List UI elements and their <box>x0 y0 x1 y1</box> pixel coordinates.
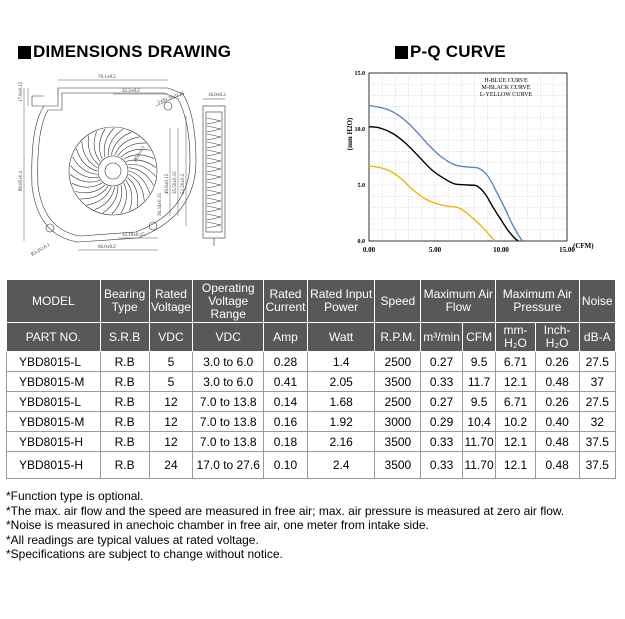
cell-m3: 0.27 <box>421 392 463 412</box>
cell-noise: 27.5 <box>579 352 616 372</box>
unit-rpm: R.P.M. <box>375 323 421 352</box>
cell-mm: 12.1 <box>496 452 536 479</box>
side-fin <box>207 166 221 172</box>
header-noise: Noise <box>579 280 616 323</box>
y-tick-label: 5.0 <box>357 183 365 189</box>
cell-part: YBD8015-M <box>7 372 101 392</box>
header-rated-voltage: Rated Voltage <box>149 280 193 323</box>
dim-label: 16.0±0.2 <box>208 93 226 98</box>
header-rated-power: Rated Input Power <box>307 280 375 323</box>
mount-hole <box>46 224 54 232</box>
side-fin <box>207 222 221 228</box>
unit-m3-min: m³/min <box>421 323 463 352</box>
pq-curve-title <box>395 42 506 62</box>
note-line: *Noise is measured in anechoic chamber in free air, one meter from intake side. <box>6 518 429 533</box>
fan-blade <box>70 174 100 182</box>
cell-mm: 6.71 <box>496 352 536 372</box>
dim-label: 66.0±0.2 <box>98 245 116 250</box>
dim-label: 32.19±0.15 <box>122 233 145 238</box>
y-tick-label: 0.0 <box>357 239 365 245</box>
table-row <box>7 432 616 452</box>
cell-power: 2.16 <box>307 432 375 452</box>
table-row <box>7 412 616 432</box>
table-row <box>7 452 616 479</box>
unit-part-no: PART NO. <box>7 323 101 352</box>
cell-current: 0.41 <box>264 372 308 392</box>
hub-inner-circle <box>105 163 121 179</box>
header-air-pressure: Maximum Air Pressure <box>496 280 579 323</box>
note-line: *Function type is optional. <box>6 489 144 503</box>
cell-part: YBD8015-L <box>7 392 101 412</box>
fan-blade <box>112 185 122 214</box>
dimensions-drawing <box>18 66 263 266</box>
x-tick-label: 0.00 <box>362 246 376 254</box>
dimensions-title <box>18 42 231 62</box>
cell-mm: 10.2 <box>496 412 536 432</box>
unit-amp: Amp <box>264 323 308 352</box>
unit-mm-h2o: mm-H₂O <box>496 323 536 352</box>
unit-inch-h2o: Inch-H₂O <box>535 323 579 352</box>
y-tick-label: 15.0 <box>354 71 365 77</box>
cell-cfm: 10.4 <box>462 412 495 432</box>
dimensions-title-text: DIMENSIONS DRAWING <box>33 42 232 61</box>
fan-blade <box>104 128 114 157</box>
side-fin <box>207 150 221 156</box>
cell-bearing: R.B <box>100 352 149 372</box>
cell-bearing: R.B <box>100 412 149 432</box>
cell-power: 1.4 <box>307 352 375 372</box>
housing-outline <box>32 88 196 242</box>
notes-block <box>6 489 564 562</box>
unit-cfm: CFM <box>462 323 495 352</box>
cell-m3: 0.27 <box>421 352 463 372</box>
x-tick-label: 10.00 <box>493 246 509 254</box>
hub-circle <box>98 156 128 186</box>
pq-curve-title-text: P-Q CURVE <box>410 42 506 61</box>
cell-current: 0.10 <box>264 452 308 479</box>
cell-bearing: R.B <box>100 392 149 412</box>
side-fin <box>207 142 221 148</box>
table-unit-row <box>7 323 616 352</box>
header-air-flow: Maximum Air Flow <box>421 280 496 323</box>
table-row <box>7 352 616 372</box>
fan-blade <box>88 136 98 165</box>
cell-voltage: 5 <box>149 352 193 372</box>
fan-blade <box>128 164 156 176</box>
cell-range: 7.0 to 13.8 <box>193 412 264 432</box>
table-row <box>7 372 616 392</box>
cell-part: YBD8015-L <box>7 352 101 372</box>
side-view-outline <box>203 106 225 238</box>
cell-current: 0.16 <box>264 412 308 432</box>
dim-label: 36.34±0.15 <box>158 193 163 216</box>
side-view-inner <box>206 112 222 232</box>
dim-label: R3.25±0.1 <box>30 242 52 258</box>
side-fin <box>207 198 221 204</box>
cell-cfm: 9.5 <box>462 352 495 372</box>
dim-label: 52.20±0.2 <box>181 173 186 194</box>
impeller-circle <box>69 127 157 215</box>
note-line: *The max. air flow and the speed are measured in free air; max. air pressure is measured at zero air flow. <box>6 503 565 518</box>
spec-table <box>6 279 616 479</box>
cell-inch: 0.26 <box>535 392 579 412</box>
fan-blade <box>72 183 103 187</box>
cell-bearing: R.B <box>100 432 149 452</box>
side-fin <box>207 134 221 140</box>
table-row <box>7 392 616 412</box>
cell-inch: 0.48 <box>535 432 579 452</box>
unit-vdc-range: VDC <box>193 323 264 352</box>
cell-current: 0.28 <box>264 352 308 372</box>
cell-power: 1.68 <box>307 392 375 412</box>
cell-noise: 37.5 <box>579 452 616 479</box>
fan-blade <box>70 165 98 177</box>
cell-m3: 0.33 <box>421 432 463 452</box>
cell-cfm: 11.7 <box>462 372 495 392</box>
cell-mm: 12.1 <box>496 372 536 392</box>
fan-blade <box>108 129 123 156</box>
legend-entry: M-BLACK CURVE <box>481 85 531 91</box>
x-axis-label: (CFM) <box>573 242 594 250</box>
cell-m3: 0.33 <box>421 372 463 392</box>
dim-label: Ø50±0.1 <box>133 145 147 163</box>
cell-bearing: R.B <box>100 372 149 392</box>
dim-label: 17.8±0.15 <box>19 81 24 102</box>
cell-part: YBD8015-H <box>7 452 101 479</box>
cell-inch: 0.48 <box>535 372 579 392</box>
side-fin <box>207 118 221 124</box>
unit-srb: S.R.B <box>100 323 149 352</box>
table-header-row <box>7 280 616 323</box>
cell-part: YBD8015-H <box>7 432 101 452</box>
cell-range: 3.0 to 6.0 <box>193 372 264 392</box>
fan-blade <box>126 160 156 168</box>
dim-label: 49.6±0.15 <box>165 173 170 194</box>
x-tick-label: 5.00 <box>428 246 442 254</box>
note-line: *Specifications are subject to change without notice. <box>6 547 283 562</box>
legend-entry: L-YELLOW CURVE <box>479 92 533 98</box>
unit-dba: dB-A <box>579 323 616 352</box>
cell-voltage: 24 <box>149 452 193 479</box>
cell-cfm: 11.70 <box>462 432 495 452</box>
legend-entry: H-BLUE CURVE <box>484 78 528 84</box>
cell-inch: 0.40 <box>535 412 579 432</box>
side-fin <box>207 190 221 196</box>
cell-part: YBD8015-M <box>7 412 101 432</box>
dim-label: 35.50±0.15 <box>173 171 178 194</box>
cell-range: 7.0 to 13.8 <box>193 392 264 412</box>
side-fin <box>207 214 221 220</box>
header-bearing: Bearing Type <box>100 280 149 323</box>
cell-power: 1.92 <box>307 412 375 432</box>
side-fin <box>207 126 221 132</box>
cell-voltage: 5 <box>149 372 193 392</box>
unit-vdc: VDC <box>149 323 193 352</box>
dim-label: 70.1±0.2 <box>98 75 116 80</box>
cell-range: 7.0 to 13.8 <box>193 432 264 452</box>
unit-watt: Watt <box>307 323 375 352</box>
x-tick-label: 15.00 <box>559 246 575 254</box>
cell-voltage: 12 <box>149 412 193 432</box>
side-fin <box>207 174 221 180</box>
cell-range: 17.0 to 27.6 <box>193 452 264 479</box>
cell-power: 2.05 <box>307 372 375 392</box>
dim-label: 80.85±0.2 <box>19 170 24 191</box>
cell-range: 3.0 to 6.0 <box>193 352 264 372</box>
cell-rpm: 2500 <box>375 352 421 372</box>
cell-noise: 32 <box>579 412 616 432</box>
cell-power: 2.4 <box>307 452 375 479</box>
chart-plot-area <box>369 73 567 241</box>
cell-inch: 0.48 <box>535 452 579 479</box>
cell-m3: 0.29 <box>421 412 463 432</box>
square-bullet-icon <box>395 46 408 59</box>
cell-noise: 37.5 <box>579 432 616 452</box>
cell-cfm: 11.70 <box>462 452 495 479</box>
fan-blade <box>87 187 112 205</box>
cell-mm: 12.1 <box>496 432 536 452</box>
fan-blade <box>128 178 138 207</box>
cell-noise: 37 <box>579 372 616 392</box>
square-bullet-icon <box>18 46 31 59</box>
side-fin <box>207 158 221 164</box>
fan-blade <box>115 137 140 155</box>
dim-label: 32.2±0.2 <box>122 89 140 94</box>
side-fin <box>207 206 221 212</box>
cell-voltage: 12 <box>149 392 193 412</box>
cell-rpm: 3500 <box>375 372 421 392</box>
y-axis-label: (mm H2O) <box>346 117 354 151</box>
cell-bearing: R.B <box>100 452 149 479</box>
cell-m3: 0.33 <box>421 452 463 479</box>
cell-current: 0.18 <box>264 432 308 452</box>
y-tick-label: 10.0 <box>354 127 365 133</box>
fan-blade <box>129 174 145 200</box>
cell-mm: 6.71 <box>496 392 536 412</box>
side-fin <box>207 182 221 188</box>
cell-rpm: 3000 <box>375 412 421 432</box>
cell-noise: 27.5 <box>579 392 616 412</box>
header-operating-voltage: Operating Voltage Range <box>193 280 264 323</box>
cell-inch: 0.26 <box>535 352 579 372</box>
cell-voltage: 12 <box>149 432 193 452</box>
cell-current: 0.14 <box>264 392 308 412</box>
header-model: MODEL <box>7 280 101 323</box>
cell-rpm: 2500 <box>375 392 421 412</box>
fan-blade <box>103 186 118 213</box>
fan-blade <box>82 141 98 167</box>
outlet-lines <box>32 96 44 106</box>
header-rated-current: Rated Current <box>264 280 308 323</box>
cell-rpm: 3500 <box>375 432 421 452</box>
mount-hole <box>149 222 157 230</box>
housing-inner <box>38 93 190 236</box>
cell-rpm: 3500 <box>375 452 421 479</box>
dim-label: 3-Ø3.25±0.15 <box>156 91 186 106</box>
note-line: *All readings are typical values at rated voltage. <box>6 532 259 547</box>
pq-chart <box>340 62 610 267</box>
cell-cfm: 9.5 <box>462 392 495 412</box>
header-speed: Speed <box>375 280 421 323</box>
